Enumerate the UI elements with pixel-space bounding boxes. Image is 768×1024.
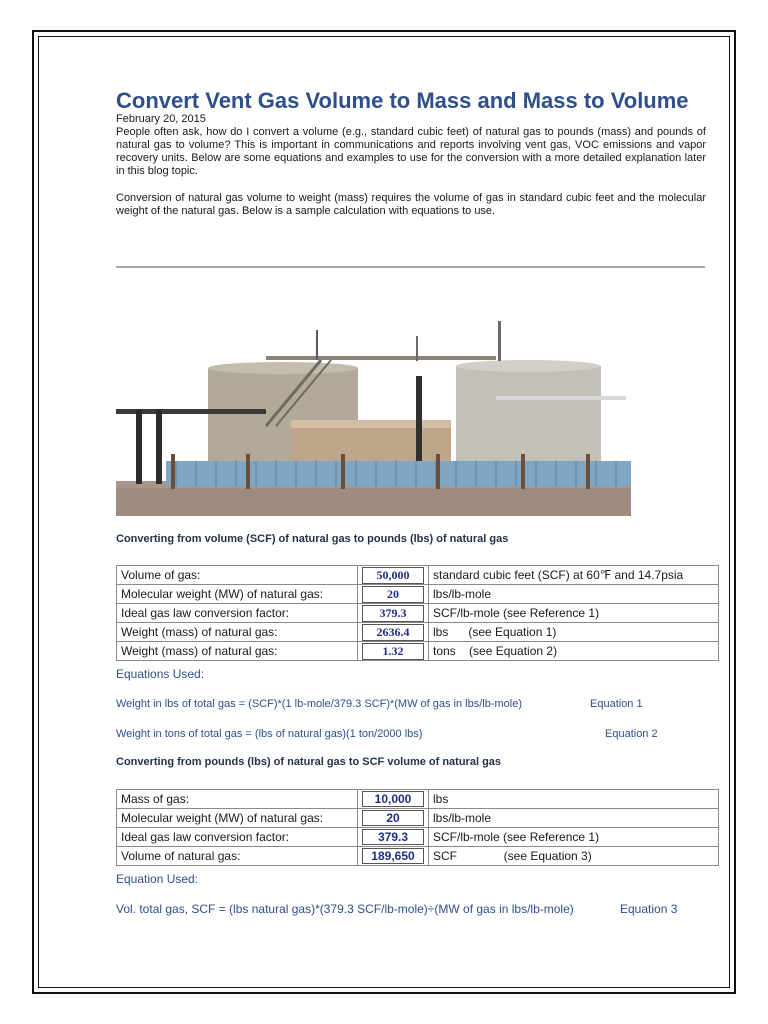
equation-2-number: Equation 2 — [605, 728, 658, 740]
equation-1-number: Equation 1 — [590, 698, 643, 710]
table-row — [117, 623, 719, 642]
table-row — [117, 604, 719, 623]
horizontal-rule — [116, 266, 705, 268]
table-row — [117, 642, 719, 661]
equation-3-number: Equation 3 — [620, 902, 678, 916]
row-unit: SCF (see Equation 3) — [429, 847, 719, 866]
equations-used-label: Equations Used: — [116, 667, 205, 681]
row-unit: tons (see Equation 2) — [429, 642, 719, 661]
row-unit: standard cubic feet (SCF) at 60℉ and 14.7psia — [429, 566, 719, 585]
equation-used-label: Equation Used: — [116, 872, 199, 886]
mass-to-volume-table — [116, 789, 719, 866]
intro-paragraph: People often ask, how do I convert a volume (e.g., standard cubic feet) of natural gas to pounds (mass) and pounds of natural gas to volume? This is important in communications and reports involving vent gas, VOC emissions and vapor recovery units. Below are some equations and examples to use for the conversion with a more detailed explanation later in this blog topic. — [116, 126, 706, 177]
row-unit: lbs/lb-mole — [429, 585, 719, 604]
volume-to-mass-table — [116, 565, 719, 661]
row-value: 50,000 — [362, 567, 424, 584]
conversion-paragraph: Conversion of natural gas volume to weight (mass) requires the volume of gas in standard cubic feet and the molecular weight of the natural gas. Below is a sample calculation with equations to use. — [116, 192, 706, 217]
table-row — [117, 566, 719, 585]
table-row — [117, 585, 719, 604]
equation-2-text: Weight in tons of total gas = (lbs of natural gas)(1 ton/2000 lbs) — [116, 728, 423, 740]
row-value: 189,650 — [362, 848, 424, 864]
table-row — [117, 809, 719, 828]
row-value: 20 — [362, 586, 424, 603]
section1-heading: Converting from volume (SCF) of natural gas to pounds (lbs) of natural gas — [116, 533, 509, 545]
row-label: Volume of natural gas: — [117, 847, 358, 866]
row-label: Molecular weight (MW) of natural gas: — [117, 585, 358, 604]
row-value: 2636.4 — [362, 624, 424, 641]
row-value: 379.3 — [362, 605, 424, 622]
row-label: Weight (mass) of natural gas: — [117, 623, 358, 642]
section2-heading: Converting from pounds (lbs) of natural gas to SCF volume of natural gas — [116, 756, 502, 768]
row-unit: SCF/lb-mole (see Reference 1) — [429, 604, 719, 623]
row-label: Molecular weight (MW) of natural gas: — [117, 809, 358, 828]
equation-3-text: Vol. total gas, SCF = (lbs natural gas)*(379.3 SCF/lb-mole)÷(MW of gas in lbs/lb-mole) — [116, 902, 574, 916]
table-row — [117, 847, 719, 866]
row-label: Volume of gas: — [117, 566, 358, 585]
article-header — [116, 88, 706, 218]
gas-tank-facility-photo — [116, 316, 631, 516]
row-unit: lbs — [429, 790, 719, 809]
article-date: February 20, 2015 — [116, 113, 206, 125]
row-value: 379.3 — [362, 829, 424, 845]
row-value: 10,000 — [362, 791, 424, 807]
equation-1-text: Weight in lbs of total gas = (SCF)*(1 lb-mole/379.3 SCF)*(MW of gas in lbs/lb-mole) — [116, 698, 523, 710]
row-unit: SCF/lb-mole (see Reference 1) — [429, 828, 719, 847]
row-unit: lbs/lb-mole — [429, 809, 719, 828]
row-label: Ideal gas law conversion factor: — [117, 828, 358, 847]
row-label: Ideal gas law conversion factor: — [117, 604, 358, 623]
row-label: Weight (mass) of natural gas: — [117, 642, 358, 661]
row-value: 1.32 — [362, 643, 424, 660]
row-unit: lbs (see Equation 1) — [429, 623, 719, 642]
row-value: 20 — [362, 810, 424, 826]
table-row — [117, 790, 719, 809]
table-row — [117, 828, 719, 847]
article-title: Convert Vent Gas Volume to Mass and Mass to Volume — [116, 88, 689, 113]
row-label: Mass of gas: — [117, 790, 358, 809]
